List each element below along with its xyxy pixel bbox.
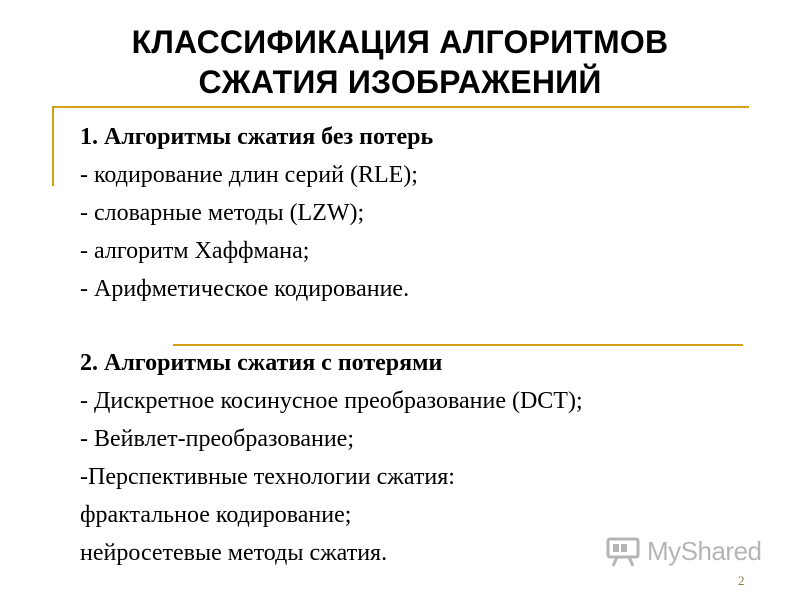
list-item: - Дискретное косинусное преобразование (DCT); (80, 388, 583, 414)
slide-title (60, 22, 740, 102)
slide-content (80, 118, 770, 572)
list-item: - Вейвлет-преобразование; (80, 426, 354, 452)
watermark-text: MyShared (647, 536, 762, 566)
section-heading-lossless: 1. Алгоритмы сжатия без потерь (80, 124, 434, 150)
list-item: - кодирование длин серий (RLE); (80, 162, 418, 188)
slide-title-line-2: СЖАТИЯ ИЗОБРАЖЕНИЙ (198, 64, 602, 100)
section-heading-lossy: 2. Алгоритмы сжатия с потерями (80, 350, 443, 376)
presentation-board-icon (605, 537, 641, 567)
list-item: фрактальное кодирование; (80, 502, 352, 528)
page-number: 2 (738, 573, 745, 588)
title-divider-vertical (52, 106, 54, 186)
list-item: -Перспективные технологии сжатия: (80, 464, 455, 490)
list-item: - алгоритм Хаффмана; (80, 238, 310, 264)
list-item: - словарные методы (LZW); (80, 200, 365, 226)
list-item: - Арифметическое кодирование. (80, 276, 410, 302)
title-divider-horizontal (52, 106, 749, 108)
watermark-logo (605, 536, 762, 567)
slide-title-line-1: КЛАССИФИКАЦИЯ АЛГОРИТМОВ (131, 24, 669, 60)
list-item: нейросетевые методы сжатия. (80, 540, 388, 566)
section-gap (80, 308, 770, 344)
